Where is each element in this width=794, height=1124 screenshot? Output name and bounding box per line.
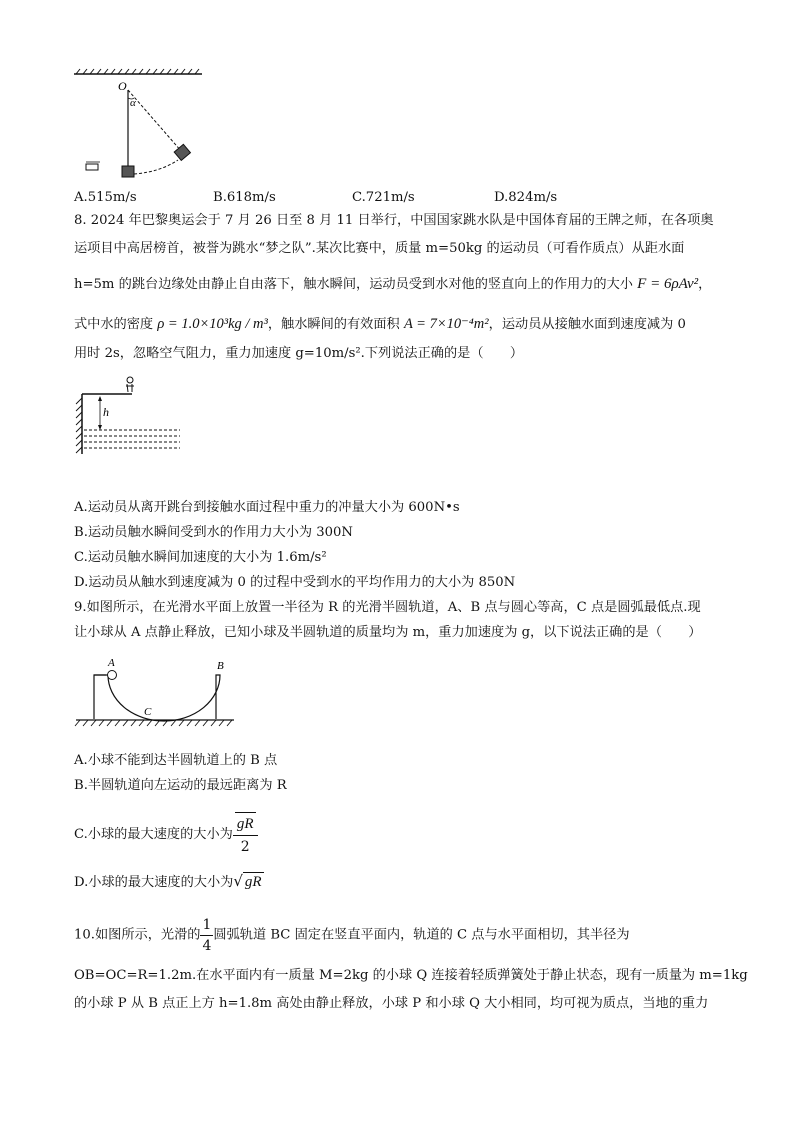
q9-option-c — [74, 812, 258, 858]
q8-option-c: C.运动员触水瞬间加速度的大小为 1.6m/s² — [74, 550, 327, 565]
q9-option-d-sqrt: gR — [244, 874, 262, 890]
q8-line-4a: 式中水的密度 — [74, 317, 154, 332]
diving-figure — [70, 372, 185, 457]
q9-line-2: 让小球从 A 点静止释放，已知小球及半圆轨道的质量均为 m，重力加速度为 g，以下说法正确的是（ ） — [74, 625, 702, 640]
q10-frac-den: 4 — [202, 938, 212, 954]
q8-line-2: 运项目中高居榜首，被誉为跳水“梦之队”.某次比赛中，质量 m=50kg 的运动员（可看作质点）从距水面 — [74, 241, 685, 256]
q7-option-b: B.618m/s — [213, 190, 276, 205]
label-O: O — [118, 79, 127, 93]
q7-option-a: A.515m/s — [74, 190, 137, 205]
q9-option-c-den: 2 — [240, 839, 250, 855]
q10-line-1a: 10.如图所示，光滑的 — [74, 927, 201, 943]
label-C: C — [144, 706, 152, 718]
semicircle-track-figure — [72, 655, 242, 735]
q8-line-5: 用时 2s，忽略空气阻力，重力加速度 g=10m/s².下列说法正确的是（ ） — [74, 346, 524, 361]
q9-option-c-text: C.小球的最大速度的大小为 — [74, 827, 233, 842]
q8-line-4 — [74, 315, 686, 334]
q10-frac-num: 1 — [200, 915, 213, 936]
q9-line-1: 9.如图所示，在光滑水平面上放置一半径为 R 的光滑半圆轨道，A、B 点与圆心等高，C 点是圆弧最低点.现 — [74, 600, 701, 615]
q8-line-4b: ，触水瞬间的有效面积 — [267, 317, 400, 332]
label-alpha: α — [130, 97, 136, 109]
q7-option-d: D.824m/s — [494, 190, 558, 205]
q10-fraction — [200, 915, 213, 956]
q10-line-3: 的小球 P 从 B 点正上方 h=1.8m 高处由静止释放，小球 P 和小球 Q 大小相同，均可视为质点，当地的重力 — [74, 996, 709, 1011]
q9-option-a: A.小球不能到达半圆轨道上的 B 点 — [74, 753, 278, 768]
q8-line-3: h=5m 的跳台边缘处由静止自由落下，触水瞬间，运动员受到水对他的竖直向上的作用力的大小 F = 6ρAv²， — [74, 276, 712, 292]
q10-line-1b: 圆弧轨道 BC 固定在竖直平面内，轨道的 C 点与水平面相切，其半径为 — [213, 927, 630, 943]
q8-formula-F: F = 6ρAv² — [637, 276, 699, 292]
q10-line-2: OB=OC=R=1.2m.在水平面内有一质量 M=2kg 的小球 Q 连接着轻质弹簧处于静止状态，现有一质量为 m=1kg — [74, 968, 748, 983]
q10-line-1 — [74, 915, 630, 956]
q8-line-3-text: h=5m 的跳台边缘处由静止自由落下，触水瞬间，运动员受到水对他的竖直向上的作用力的大小 — [74, 277, 633, 292]
q8-formula-rho: ρ = 1.0×10³kg / m³ — [157, 316, 268, 332]
label-h: h — [103, 405, 109, 419]
q8-option-d: D.运动员从触水到速度减为 0 的过程中受到水的平均作用力的大小为 850N — [74, 575, 516, 590]
q7-option-c: C.721m/s — [352, 190, 415, 205]
pendulum-figure — [70, 68, 210, 183]
q9-option-b: B.半圆轨道向左运动的最远距离为 R — [74, 778, 287, 793]
q9-option-d-text: D.小球的最大速度的大小为 — [74, 875, 234, 890]
q8-line-4c: ，运动员从接触水面到速度减为 0 — [488, 317, 686, 332]
q8-option-b: B.运动员触水瞬间受到水的作用力大小为 300N — [74, 525, 353, 540]
q8-line-1: 8. 2024 年巴黎奥运会于 7 月 26 日至 8 月 11 日举行，中国国家跳水队是中国体育届的王牌之师，在各项奥 — [74, 213, 714, 228]
label-B: B — [217, 660, 224, 672]
q8-option-a: A.运动员从离开跳台到接触水面过程中重力的冲量大小为 600N•s — [74, 500, 460, 515]
q9-option-d: D.小球的最大速度的大小为√ gR — [74, 872, 262, 890]
q8-formula-A: A = 7×10⁻⁴m² — [403, 316, 489, 332]
q9-option-c-fraction — [233, 812, 258, 858]
q9-option-c-sqrt: gR — [235, 812, 256, 835]
label-A: A — [108, 657, 115, 669]
